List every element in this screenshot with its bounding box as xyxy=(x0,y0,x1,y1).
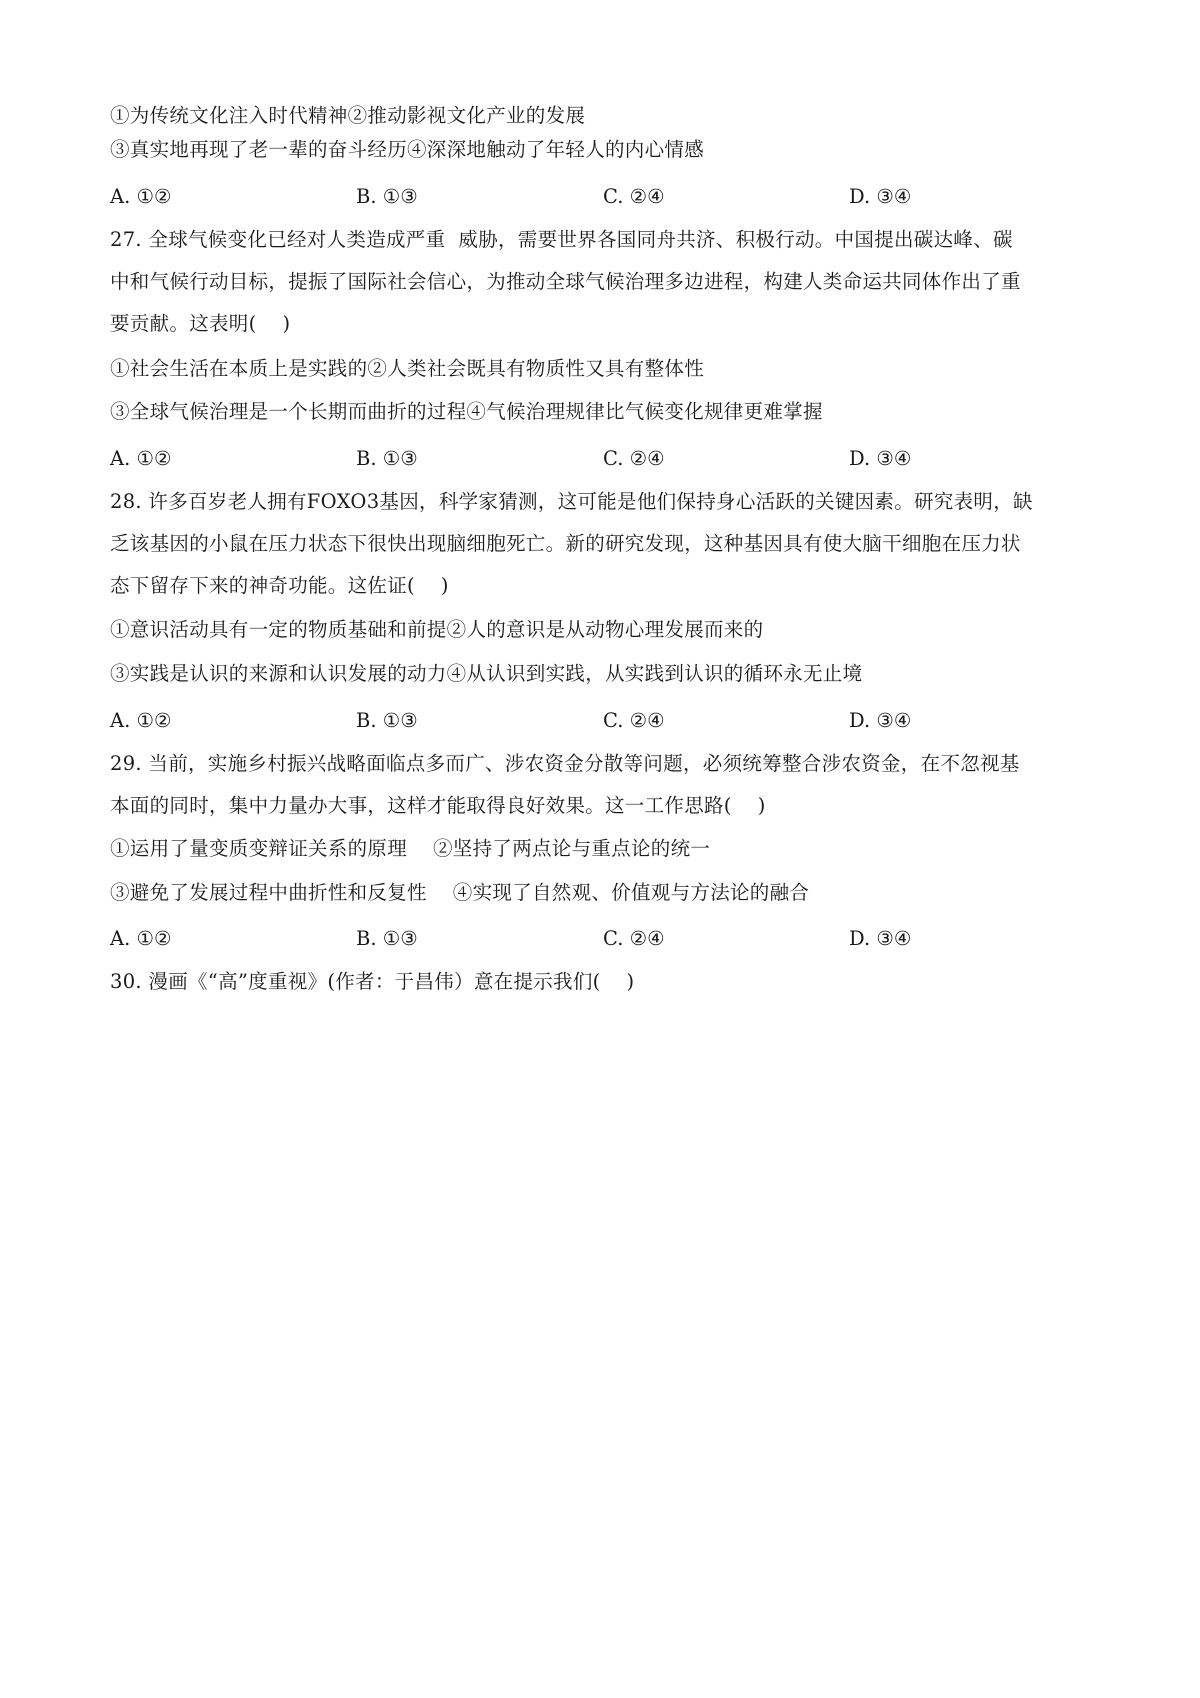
q28-option-b: B. ①③ xyxy=(356,709,418,732)
q29-statement-2: ③避免了发展过程中曲折性和反复性 ④实现了自然观、价值观与方法论的融合 xyxy=(110,881,810,904)
q27-options xyxy=(110,445,1100,473)
q28-statement-2: ③实践是认识的来源和认识发展的动力④从认识到实践，从实践到认识的循环永无止境 xyxy=(110,662,863,685)
q27-statement-1: ①社会生活在本质上是实践的②人类社会既具有物质性又具有整体性 xyxy=(110,357,705,380)
q27-option-b: B. ①③ xyxy=(356,447,418,470)
q29-statement-1: ①运用了量变质变辩证关系的原理 ②坚持了两点论与重点论的统一 xyxy=(110,837,711,860)
q26-options xyxy=(110,183,1100,211)
q28-option-c: C. ②④ xyxy=(603,709,665,732)
q29-option-b: B. ①③ xyxy=(356,927,418,950)
q29-options xyxy=(110,925,1100,953)
q28-stem-line-3: 态下留存下来的神奇功能。这佐证( ) xyxy=(110,574,449,597)
q28-stem-line-2: 乏该基因的小鼠在压力状态下很快出现脑细胞死亡。新的研究发现，这种基因具有使大脑干细胞在压力状 xyxy=(110,532,1021,555)
q28-statement-1: ①意识活动具有一定的物质基础和前提②人的意识是从动物心理发展而来的 xyxy=(110,618,764,641)
q26-option-a: A. ①② xyxy=(110,185,172,208)
q27-option-a: A. ①② xyxy=(110,447,172,470)
q30-stem: 30. 漫画《“高”度重视》(作者：于昌伟）意在提示我们( ) xyxy=(110,970,635,993)
q26-option-c: C. ②④ xyxy=(603,185,665,208)
q29-option-c: C. ②④ xyxy=(603,927,665,950)
q29-stem-line-2: 本面的同时，集中力量办大事，这样才能取得良好效果。这一工作思路( ) xyxy=(110,794,766,817)
q27-statement-2: ③全球气候治理是一个长期而曲折的过程④气候治理规律比气候变化规律更难掌握 xyxy=(110,400,823,423)
q28-stem-line-1: 28. 许多百岁老人拥有FOXO3基因，科学家猜测，这可能是他们保持身心活跃的关键因素。研究表明，缺 xyxy=(110,490,1033,513)
q26-statement-2: ③真实地再现了老一辈的奋斗经历④深深地触动了年轻人的内心情感 xyxy=(110,138,705,161)
q27-option-c: C. ②④ xyxy=(603,447,665,470)
q28-option-d: D. ③④ xyxy=(849,709,912,732)
q27-option-d: D. ③④ xyxy=(849,447,912,470)
q29-stem-line-1: 29. 当前，实施乡村振兴战略面临点多而广、涉农资金分散等问题，必须统筹整合涉农资金，在不忽视基 xyxy=(110,752,1020,775)
q26-option-b: B. ①③ xyxy=(356,185,418,208)
q26-statement-1: ①为传统文化注入时代精神②推动影视文化产业的发展 xyxy=(110,104,586,127)
q29-option-a: A. ①② xyxy=(110,927,172,950)
q26-option-d: D. ③④ xyxy=(849,185,912,208)
q27-stem-line-3: 要贡献。这表明( ) xyxy=(110,312,291,335)
q27-stem-line-1: 27. 全球气候变化已经对人类造成严重 威胁，需要世界各国同舟共济、积极行动。中国提出碳达峰、碳 xyxy=(110,228,1013,251)
q28-option-a: A. ①② xyxy=(110,709,172,732)
q27-stem-line-2: 中和气候行动目标，提振了国际社会信心，为推动全球气候治理多边进程，构建人类命运共同体作出了重 xyxy=(110,270,1021,293)
q28-options xyxy=(110,707,1100,735)
q29-option-d: D. ③④ xyxy=(849,927,912,950)
